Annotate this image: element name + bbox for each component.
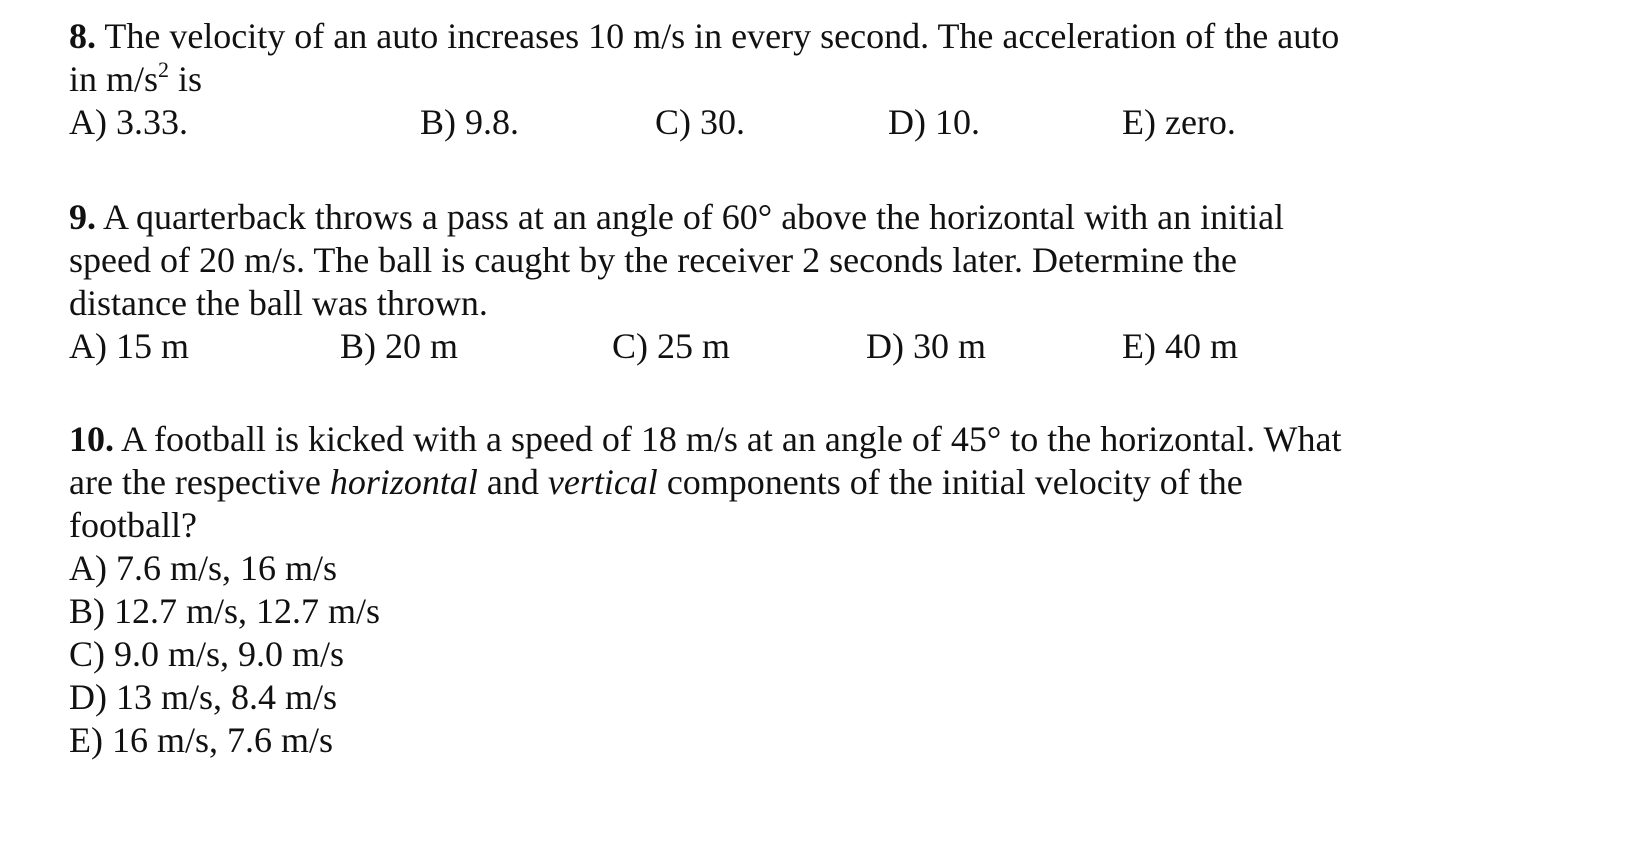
question-8-line-2 [69,58,202,101]
question-10-option-c: C) 9.0 m/s, 9.0 m/s [69,634,345,674]
question-10-line-2 [69,461,1243,504]
question-10-option-a: A) 7.6 m/s, 16 m/s [69,548,338,588]
question-8-option-e: E) zero. [1122,102,1236,142]
question-9-option-d: D) 30 m [866,326,986,366]
question-10-text-1: A football is kicked with a speed of 18 m/s at an angle of 45° to the horizontal. What [121,419,1342,459]
question-9-option-a: A) 15 m [69,326,189,366]
question-10-text-2b: and [477,462,548,502]
question-9-option-b: B) 20 m [340,326,459,366]
question-8-text-2b: is [169,59,203,99]
question-10-text-2c: components of the initial velocity of the [657,462,1243,502]
question-10-option-d: D) 13 m/s, 8.4 m/s [69,677,338,717]
question-9-line-1 [69,196,1284,239]
question-9-number: 9. [69,197,96,237]
question-8-option-a: A) 3.33. [69,102,188,142]
question-8-option-d: D) 10. [888,102,980,142]
question-8-option-b: B) 9.8. [420,102,519,142]
question-9-text-1: A quarterback throws a pass at an angle of 60° above the horizontal with an initial [103,197,1285,237]
question-8-text-1: The velocity of an auto increases 10 m/s in every second. The acceleration of the auto [104,16,1340,56]
question-10-text-2a: are the respective [69,462,330,502]
question-8-text-2a: in m/s [69,59,159,99]
question-9-line-3: distance the ball was thrown. [69,283,488,323]
question-8-number: 8. [69,16,96,56]
question-10-option-b: B) 12.7 m/s, 12.7 m/s [69,591,381,631]
question-8-superscript: 2 [158,57,170,82]
question-9-option-e: E) 40 m [1122,326,1238,366]
question-10-line-1 [69,418,1341,461]
question-10-emphasis-vertical: vertical [547,462,658,502]
question-9-line-2: speed of 20 m/s. The ball is caught by the receiver 2 seconds later. Determine the [69,240,1237,280]
question-9-option-c: C) 25 m [612,326,731,366]
question-10-line-3: football? [69,505,197,545]
question-10-emphasis-horizontal: horizontal [329,462,478,502]
question-10-option-e: E) 16 m/s, 7.6 m/s [69,720,334,760]
question-10-number: 10. [69,419,114,459]
question-8-option-c: C) 30. [655,102,745,142]
question-8-line-1 [69,15,1339,58]
